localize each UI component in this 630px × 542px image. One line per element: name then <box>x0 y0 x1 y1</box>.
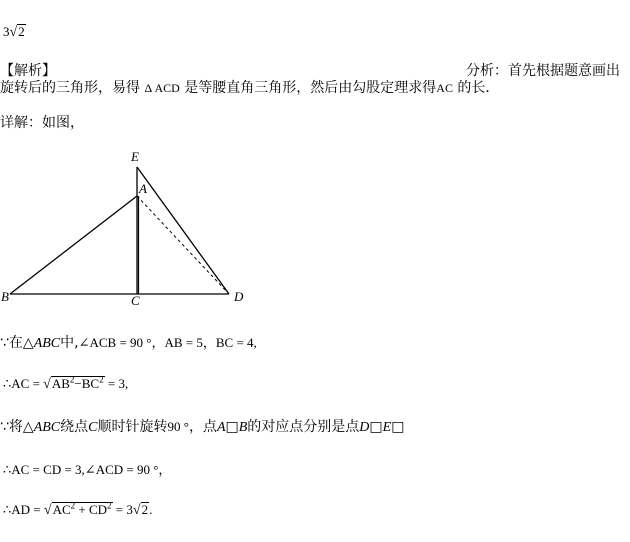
answer-value: 3√2 <box>3 24 25 40</box>
segment-ed <box>137 167 229 294</box>
label-c: C <box>131 293 140 308</box>
label-d: D <box>234 289 244 304</box>
detail-label: 详解：如图， <box>0 115 84 131</box>
analysis-label: 分析：首先根据题意画出 <box>466 63 620 79</box>
label-e: E <box>131 149 139 164</box>
segment-ba <box>10 196 137 294</box>
section-header: 【解析】 <box>0 63 56 79</box>
label-b: B <box>1 289 9 304</box>
step-4: ∴AC = CD = 3,∠ACD = 90 °， <box>3 462 172 477</box>
step-1: ∵在△ABC中,∠ACB = 90 °，AB = 5，BC = 4, <box>0 335 257 351</box>
segment-ad-dashed <box>137 196 229 294</box>
step-2: ∴AC = $√AB^2-BC^2 = 3$, <box>3 374 129 392</box>
step-5: ∴AD = $√AC^2 + CD^2 = 3√2$. <box>3 500 153 518</box>
geometry-figure <box>0 148 260 318</box>
step-3: ∵将△ABC绕点C顺时针旋转90 °，点A□B的对应点分别是点D□E□ <box>0 419 405 435</box>
analysis-line-2: 旋转后的三角形，易得 Δ ACD 是等腰直角三角形，然后由勾股定理求得AC 的长． <box>0 80 500 96</box>
label-a: A <box>139 181 147 196</box>
